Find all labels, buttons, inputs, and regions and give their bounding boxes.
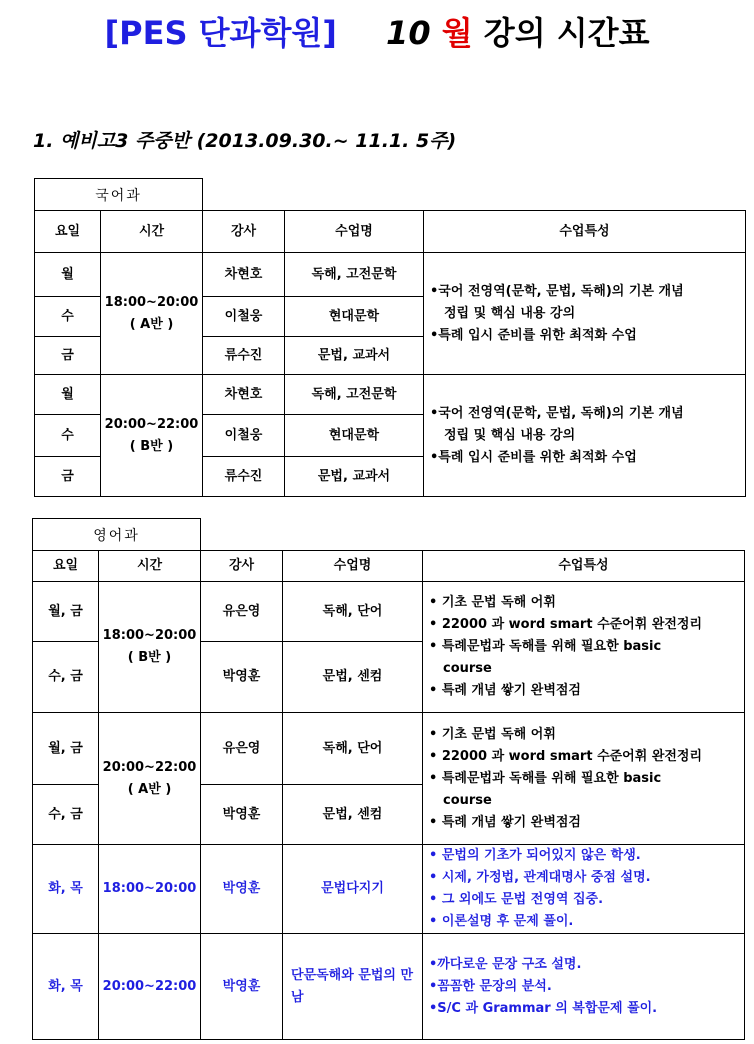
time-range: 18:00~20:00 bbox=[104, 294, 199, 310]
feature-line: •특례 입시 준비를 위한 최적화 수업 bbox=[430, 327, 637, 343]
class-label: ( B반 ) bbox=[127, 650, 172, 665]
col-time: 시간 bbox=[99, 551, 201, 582]
class-label: ( A반 ) bbox=[129, 316, 174, 332]
feature-line: course bbox=[443, 792, 492, 808]
title-suffix: 강의 시간표 bbox=[483, 14, 650, 52]
features-cell bbox=[423, 713, 745, 845]
table-row bbox=[35, 253, 746, 297]
subject-cell: 독해, 고전문학 bbox=[285, 253, 424, 297]
teacher-cell: 유은영 bbox=[201, 713, 283, 785]
feature-line: 정립 및 핵심 내용 강의 bbox=[444, 305, 576, 321]
feature-line: course bbox=[443, 661, 492, 676]
section-title: 1. 예비고3 주중반 (2013.09.30.~ 11.1. 5주) bbox=[33, 130, 457, 152]
day-cell: 수, 금 bbox=[33, 642, 99, 713]
feature-line: • 22000 과 word smart 수준어휘 완전정리 bbox=[429, 617, 703, 632]
feature-line: • 특례 개념 쌓기 완벽점검 bbox=[429, 814, 581, 830]
time-cell bbox=[101, 375, 203, 497]
teacher-cell: 이철웅 bbox=[203, 415, 285, 457]
features-cell bbox=[423, 934, 745, 1040]
feature-line: •까다로운 문장 구조 설명. bbox=[429, 956, 582, 972]
feature-line: • 22000 과 word smart 수준어휘 완전정리 bbox=[429, 748, 703, 764]
teacher-cell: 이철웅 bbox=[203, 297, 285, 337]
subject-cell: 문법, 센컴 bbox=[283, 642, 423, 713]
feature-line: • 특례 개념 쌓기 완벽점검 bbox=[429, 683, 581, 698]
features-cell bbox=[423, 845, 745, 934]
feature-line: •국어 전영역(문학, 문법, 독해)의 기본 개념 bbox=[430, 283, 684, 299]
time-range: 20:00~22:00 bbox=[102, 759, 197, 775]
subject-cell: 문법다지기 bbox=[283, 845, 423, 934]
feature-line: •꼼꼼한 문장의 분석. bbox=[429, 978, 552, 994]
korean-header-row bbox=[35, 211, 746, 253]
teacher-cell: 류수진 bbox=[203, 457, 285, 497]
teacher-cell: 류수진 bbox=[203, 337, 285, 375]
col-features: 수업특성 bbox=[424, 211, 746, 253]
day-cell: 금 bbox=[35, 337, 101, 375]
teacher-cell: 차현호 bbox=[203, 253, 285, 297]
feature-line: • 시제, 가정법, 관계대명사 중점 설명. bbox=[429, 870, 651, 885]
col-teacher: 강사 bbox=[201, 551, 283, 582]
day-cell: 화, 목 bbox=[33, 934, 99, 1040]
day-cell: 월, 금 bbox=[33, 582, 99, 642]
day-cell: 월, 금 bbox=[33, 713, 99, 785]
table-row bbox=[33, 934, 745, 1040]
feature-line: 정립 및 핵심 내용 강의 bbox=[444, 427, 576, 443]
feature-line: • 기초 문법 독해 어휘 bbox=[429, 595, 556, 610]
col-time: 시간 bbox=[101, 211, 203, 253]
features-cell bbox=[424, 253, 746, 375]
teacher-cell: 차현호 bbox=[203, 375, 285, 415]
subject-cell: 현대문학 bbox=[285, 415, 424, 457]
class-label: ( B반 ) bbox=[129, 438, 174, 454]
feature-line: • 기초 문법 독해 어휘 bbox=[429, 726, 556, 742]
class-label: ( A반 ) bbox=[127, 781, 172, 797]
day-cell: 수, 금 bbox=[33, 785, 99, 845]
month-word: 월 bbox=[441, 14, 473, 52]
feature-line: • 특례문법과 독해를 위해 필요한 basic bbox=[429, 639, 662, 654]
feature-line: • 문법의 기초가 되어있지 않은 학생. bbox=[429, 848, 641, 863]
time-cell bbox=[101, 253, 203, 375]
day-cell: 수 bbox=[35, 415, 101, 457]
subject-cell: 문법, 센컴 bbox=[283, 785, 423, 845]
feature-line: •특례 입시 준비를 위한 최적화 수업 bbox=[430, 449, 637, 465]
month-number: 10 bbox=[386, 14, 431, 52]
subject-cell: 독해, 고전문학 bbox=[285, 375, 424, 415]
subject-cell: 단문독해와 문법의 만남 bbox=[283, 934, 423, 1040]
time-cell bbox=[99, 713, 201, 845]
teacher-cell: 박영훈 bbox=[201, 934, 283, 1040]
page-title bbox=[0, 8, 754, 54]
time-range: 20:00~22:00 bbox=[104, 416, 199, 432]
col-subject: 수업명 bbox=[283, 551, 423, 582]
feature-line: • 이론설명 후 문제 풀이. bbox=[429, 914, 574, 929]
feature-line: • 그 외에도 문법 전영역 집중. bbox=[429, 892, 604, 907]
col-day: 요일 bbox=[35, 211, 101, 253]
english-tab: 영어과 bbox=[32, 518, 201, 551]
teacher-cell: 유은영 bbox=[201, 582, 283, 642]
feature-line: •S/C 과 Grammar 의 복합문제 풀이. bbox=[429, 1000, 658, 1016]
col-subject: 수업명 bbox=[285, 211, 424, 253]
col-day: 요일 bbox=[33, 551, 99, 582]
features-cell bbox=[423, 582, 745, 713]
teacher-cell: 박영훈 bbox=[201, 642, 283, 713]
academy-name: [PES 단과학원] bbox=[104, 14, 337, 52]
subject-cell: 독해, 단어 bbox=[283, 582, 423, 642]
time-range: 18:00~20:00 bbox=[102, 628, 197, 643]
feature-line: • 특례문법과 독해를 위해 필요한 basic bbox=[429, 770, 662, 786]
english-header-row bbox=[33, 551, 745, 582]
subject-cell: 독해, 단어 bbox=[283, 713, 423, 785]
time-cell: 20:00~22:00 bbox=[99, 934, 201, 1040]
col-features: 수업특성 bbox=[423, 551, 745, 582]
time-cell: 18:00~20:00 bbox=[99, 845, 201, 934]
features-cell bbox=[424, 375, 746, 497]
table-row bbox=[35, 375, 746, 415]
subject-cell: 현대문학 bbox=[285, 297, 424, 337]
subject-cell: 문법, 교과서 bbox=[285, 337, 424, 375]
day-cell: 금 bbox=[35, 457, 101, 497]
day-cell: 월 bbox=[35, 375, 101, 415]
day-cell: 월 bbox=[35, 253, 101, 297]
day-cell: 화, 목 bbox=[33, 845, 99, 934]
table-row bbox=[33, 713, 745, 785]
korean-tab: 국어과 bbox=[34, 178, 203, 211]
subject-cell: 문법, 교과서 bbox=[285, 457, 424, 497]
col-teacher: 강사 bbox=[203, 211, 285, 253]
english-schedule-table bbox=[32, 550, 745, 1040]
table-row bbox=[33, 582, 745, 642]
feature-line: •국어 전영역(문학, 문법, 독해)의 기본 개념 bbox=[430, 405, 684, 421]
day-cell: 수 bbox=[35, 297, 101, 337]
teacher-cell: 박영훈 bbox=[201, 845, 283, 934]
table-row bbox=[33, 845, 745, 934]
teacher-cell: 박영훈 bbox=[201, 785, 283, 845]
time-cell bbox=[99, 582, 201, 713]
korean-schedule-table bbox=[34, 210, 746, 497]
